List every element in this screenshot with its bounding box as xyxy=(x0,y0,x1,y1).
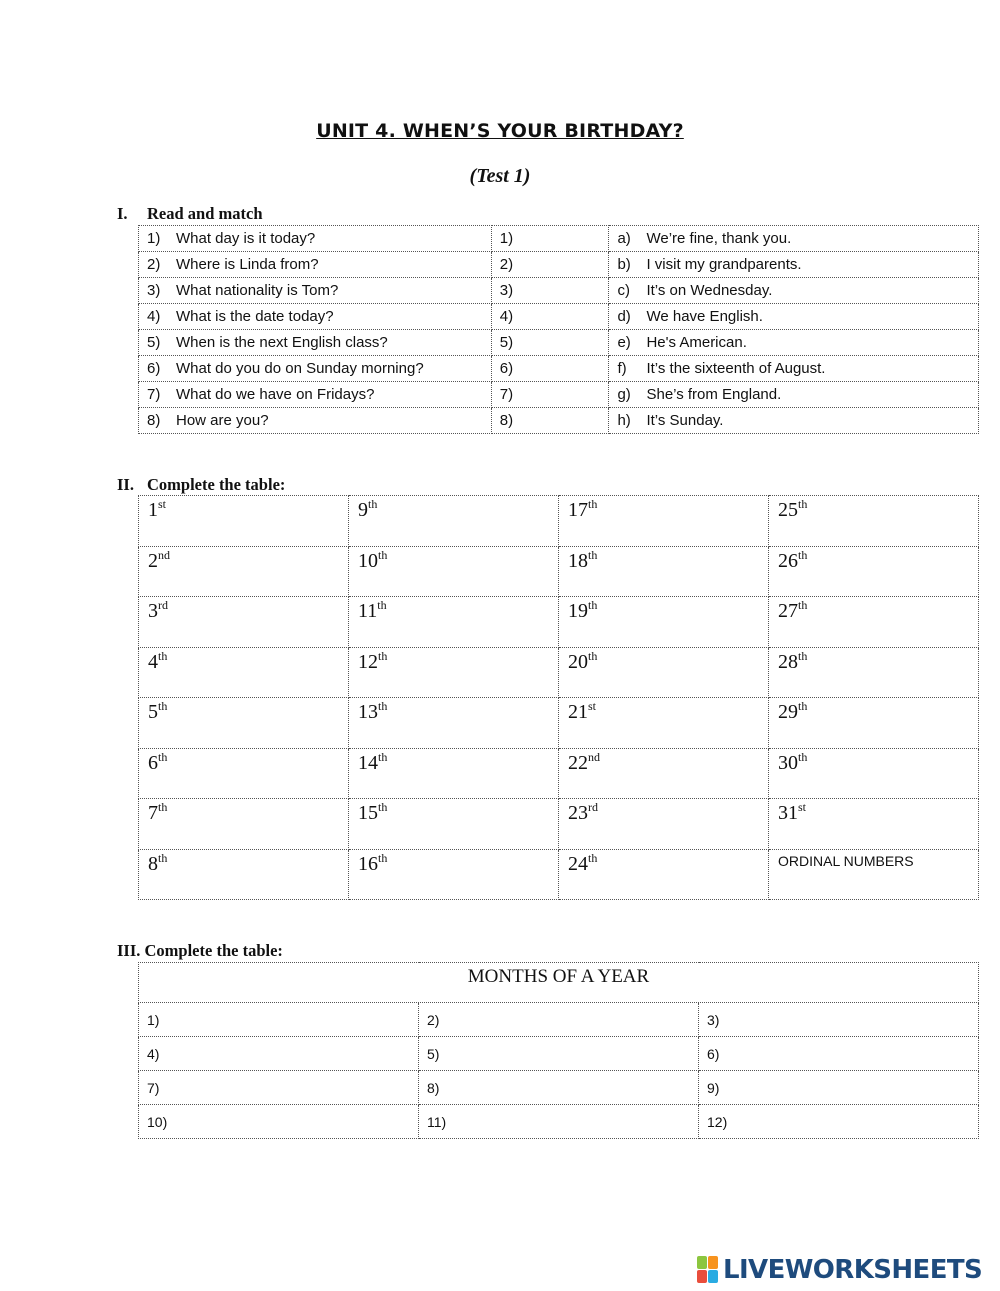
answer-number: 8) xyxy=(499,412,514,429)
ordinal-suffix: st xyxy=(158,497,167,511)
ordinal-cell[interactable] xyxy=(349,748,559,799)
liveworksheets-logo[interactable] xyxy=(697,1255,982,1285)
ordinal-suffix: th xyxy=(798,699,808,713)
ordinal-suffix: th xyxy=(798,749,808,764)
ordinal-number: 12 xyxy=(358,650,378,673)
ordinal-suffix: th xyxy=(378,699,388,713)
ordinal-suffix: th xyxy=(588,850,598,865)
month-number: 10) xyxy=(147,1113,168,1130)
ordinal-number: 27 xyxy=(778,600,798,622)
question-number: 3) xyxy=(147,282,161,299)
ordinal-number: 19 xyxy=(568,600,588,622)
month-cell[interactable] xyxy=(139,1105,419,1139)
ordinal-cell[interactable] xyxy=(139,748,349,799)
ordinal-suffix: th xyxy=(378,850,388,865)
question-cell xyxy=(139,278,492,304)
ordinal-cell[interactable] xyxy=(769,647,979,698)
worksheet-title: UNIT 4. WHEN’S YOUR BIRTHDAY? xyxy=(316,120,684,142)
match-row xyxy=(139,356,979,382)
ordinal-number: 15 xyxy=(358,802,378,824)
ordinal-row xyxy=(139,597,979,648)
answer-number: 3) xyxy=(499,282,514,299)
ordinal-number: 10 xyxy=(358,549,378,572)
match-row xyxy=(139,278,979,304)
ordinal-number: 25 xyxy=(778,499,798,521)
option-text: I visit my grandparents. xyxy=(646,256,802,273)
ordinal-cell[interactable] xyxy=(349,496,559,547)
match-row xyxy=(139,252,979,278)
option-text: We have English. xyxy=(646,308,763,325)
ordinal-number: 14 xyxy=(358,751,378,774)
month-cell[interactable] xyxy=(699,1071,979,1105)
months-table-title: MONTHS OF A YEAR xyxy=(139,963,979,1003)
ordinal-cell[interactable] xyxy=(559,849,769,900)
ordinal-number: 6 xyxy=(148,751,158,774)
ordinal-number: 24 xyxy=(568,852,588,875)
ordinal-cell[interactable] xyxy=(559,546,769,597)
ordinal-cell[interactable] xyxy=(769,799,979,850)
month-number: 12) xyxy=(707,1113,728,1130)
answer-cell[interactable] xyxy=(491,356,609,382)
ordinal-number: 11 xyxy=(358,600,378,622)
match-table xyxy=(138,225,979,434)
option-cell xyxy=(609,330,979,356)
question-cell xyxy=(139,226,492,252)
ordinal-number: 8 xyxy=(148,852,158,875)
ordinal-number: 4 xyxy=(148,650,158,673)
logo-text: LIVEWORKSHEETS xyxy=(723,1255,983,1285)
month-cell[interactable] xyxy=(139,1003,419,1037)
section-1-title: Read and match xyxy=(147,204,263,223)
ordinal-suffix: th xyxy=(158,800,168,814)
ordinal-cell[interactable] xyxy=(349,799,559,850)
ordinal-cell[interactable] xyxy=(559,698,769,749)
match-row xyxy=(139,330,979,356)
option-text: It’s Sunday. xyxy=(646,412,724,429)
month-row xyxy=(139,1105,979,1139)
section-3-heading xyxy=(117,941,283,961)
question-number: 6) xyxy=(147,360,161,377)
ordinal-cell[interactable] xyxy=(139,647,349,698)
months-table xyxy=(138,962,979,1139)
ordinal-cell[interactable] xyxy=(769,496,979,547)
question-cell xyxy=(139,330,492,356)
ordinal-numbers-table xyxy=(138,495,979,900)
answer-cell[interactable] xyxy=(491,304,609,330)
ordinal-number: 16 xyxy=(358,852,378,875)
ordinal-suffix: th xyxy=(378,749,388,764)
section-3-number: III. xyxy=(117,941,141,960)
answer-cell[interactable] xyxy=(491,278,609,304)
month-row xyxy=(139,1003,979,1037)
month-number: 8) xyxy=(427,1079,440,1096)
ordinal-cell[interactable] xyxy=(139,597,349,648)
option-letter: d) xyxy=(617,308,631,325)
option-letter: a) xyxy=(617,230,631,247)
option-cell xyxy=(609,252,979,278)
section-1-number: I. xyxy=(117,204,128,223)
ordinal-number: 13 xyxy=(358,701,378,723)
ordinal-number: 21 xyxy=(568,701,588,723)
question-text: What day is it today? xyxy=(176,230,316,247)
match-row xyxy=(139,382,979,408)
option-cell xyxy=(609,382,979,408)
ordinal-number: 7 xyxy=(148,802,158,824)
ordinal-suffix: rd xyxy=(588,800,598,814)
month-number: 4) xyxy=(147,1045,160,1062)
ordinal-suffix: th xyxy=(368,497,378,511)
question-number: 8) xyxy=(147,412,161,429)
question-text: How are you? xyxy=(176,412,269,429)
question-text: What do we have on Fridays? xyxy=(176,386,375,403)
ordinal-suffix: th xyxy=(588,598,598,612)
month-cell[interactable] xyxy=(419,1105,699,1139)
month-row xyxy=(139,1037,979,1071)
ordinal-cell[interactable] xyxy=(769,597,979,648)
ordinal-suffix: th xyxy=(378,648,388,663)
month-row xyxy=(139,1071,979,1105)
question-cell xyxy=(139,252,492,278)
option-text: It’s on Wednesday. xyxy=(646,282,773,299)
question-number: 4) xyxy=(147,308,161,325)
section-2-title: Complete the table: xyxy=(147,475,286,494)
ordinal-cell[interactable] xyxy=(559,748,769,799)
ordinal-suffix: th xyxy=(158,749,168,764)
answer-number: 5) xyxy=(499,334,514,351)
ordinal-suffix: st xyxy=(588,699,597,713)
ordinal-number: 9 xyxy=(358,499,368,521)
month-number: 3) xyxy=(707,1011,720,1028)
answer-number: 1) xyxy=(499,230,514,247)
ordinal-cell[interactable] xyxy=(769,698,979,749)
worksheet-subtitle: (Test 1) xyxy=(469,165,531,187)
ordinal-number: 22 xyxy=(568,751,588,774)
answer-cell[interactable] xyxy=(491,252,609,278)
option-letter: b) xyxy=(617,256,631,273)
ordinal-number: 23 xyxy=(568,802,588,824)
question-text: What is the date today? xyxy=(176,308,334,325)
answer-number: 2) xyxy=(499,256,514,273)
ordinal-number: 28 xyxy=(778,650,798,673)
ordinal-cell[interactable] xyxy=(349,597,559,648)
ordinal-suffix: th xyxy=(378,800,388,814)
question-number: 2) xyxy=(147,256,161,273)
match-row xyxy=(139,304,979,330)
option-letter: h) xyxy=(617,412,631,429)
ordinal-number: 5 xyxy=(148,701,158,723)
option-cell xyxy=(609,408,979,434)
ordinal-number: 2 xyxy=(148,549,158,572)
ordinal-suffix: th xyxy=(798,547,808,562)
ordinal-number: 3 xyxy=(148,600,158,622)
ordinal-number: 30 xyxy=(778,751,798,774)
ordinal-cell[interactable] xyxy=(139,849,349,900)
ordinal-suffix: th xyxy=(158,648,168,663)
ordinal-cell[interactable] xyxy=(769,546,979,597)
ordinal-cell[interactable] xyxy=(769,748,979,799)
ordinal-row xyxy=(139,546,979,597)
ordinal-suffix: th xyxy=(377,598,387,612)
section-2-heading xyxy=(117,475,285,495)
option-letter: f) xyxy=(617,360,627,377)
option-letter: c) xyxy=(617,282,630,299)
question-number: 7) xyxy=(147,386,161,403)
month-cell[interactable] xyxy=(139,1071,419,1105)
answer-cell[interactable] xyxy=(491,382,609,408)
question-number: 1) xyxy=(147,230,161,247)
ordinal-suffix: st xyxy=(798,800,807,814)
ordinal-cell[interactable] xyxy=(349,546,559,597)
ordinal-cell[interactable] xyxy=(139,799,349,850)
option-text: We’re fine, thank you. xyxy=(646,230,792,247)
match-row xyxy=(139,408,979,434)
option-text: She’s from England. xyxy=(646,386,782,403)
ordinal-suffix: th xyxy=(588,648,598,663)
month-cell[interactable] xyxy=(139,1037,419,1071)
question-text: What do you do on Sunday morning? xyxy=(176,360,424,377)
month-cell[interactable] xyxy=(419,1071,699,1105)
ordinal-cell[interactable] xyxy=(139,496,349,547)
ordinal-cell[interactable] xyxy=(139,698,349,749)
ordinal-row xyxy=(139,748,979,799)
month-number: 1) xyxy=(147,1011,160,1028)
question-cell xyxy=(139,408,492,434)
option-cell xyxy=(609,278,979,304)
option-text: He's American. xyxy=(646,334,747,351)
month-number: 7) xyxy=(147,1079,160,1096)
option-letter: g) xyxy=(617,386,631,403)
month-number: 5) xyxy=(427,1045,440,1062)
answer-number: 4) xyxy=(499,308,514,325)
month-number: 11) xyxy=(427,1113,447,1130)
ordinal-suffix: th xyxy=(798,497,808,511)
ordinal-cell[interactable] xyxy=(559,799,769,850)
ordinal-row xyxy=(139,647,979,698)
question-text: What nationality is Tom? xyxy=(176,282,339,299)
question-number: 5) xyxy=(147,334,161,351)
ordinal-number: 26 xyxy=(778,549,798,572)
ordinal-cell[interactable] xyxy=(559,597,769,648)
ordinal-cell[interactable] xyxy=(139,546,349,597)
ordinal-row xyxy=(139,496,979,547)
answer-cell[interactable] xyxy=(491,408,609,434)
section-3-title: Complete the table: xyxy=(144,941,283,960)
answer-number: 6) xyxy=(499,360,514,377)
answer-number: 7) xyxy=(499,386,514,403)
ordinal-numbers-label: ORDINAL NUMBERS xyxy=(769,849,979,900)
question-cell xyxy=(139,382,492,408)
ordinal-row xyxy=(139,849,979,900)
ordinal-number: 1 xyxy=(148,499,158,521)
option-letter: e) xyxy=(617,334,631,351)
option-text: It’s the sixteenth of August. xyxy=(646,360,826,377)
month-cell[interactable] xyxy=(699,1037,979,1071)
ordinal-row xyxy=(139,799,979,850)
ordinal-cell[interactable] xyxy=(349,849,559,900)
ordinal-cell[interactable] xyxy=(349,647,559,698)
ordinal-suffix: rd xyxy=(158,598,168,612)
question-cell xyxy=(139,356,492,382)
ordinal-suffix: th xyxy=(588,497,598,511)
month-cell[interactable] xyxy=(699,1105,979,1139)
option-cell xyxy=(609,226,979,252)
ordinal-suffix: th xyxy=(378,547,388,562)
month-cell[interactable] xyxy=(699,1003,979,1037)
month-number: 2) xyxy=(427,1011,440,1028)
ordinal-cell[interactable] xyxy=(559,647,769,698)
ordinal-number: 20 xyxy=(568,650,588,673)
ordinal-suffix: nd xyxy=(588,749,600,764)
section-2-number: II. xyxy=(117,475,134,494)
ordinal-cell[interactable] xyxy=(559,496,769,547)
ordinal-suffix: th xyxy=(158,699,168,713)
month-number: 9) xyxy=(707,1079,720,1096)
answer-cell[interactable] xyxy=(491,330,609,356)
ordinal-suffix: th xyxy=(588,547,598,562)
answer-cell[interactable] xyxy=(491,226,609,252)
ordinal-suffix: nd xyxy=(158,547,170,562)
month-number: 6) xyxy=(707,1045,720,1062)
ordinal-number: 29 xyxy=(778,701,798,723)
ordinal-suffix: th xyxy=(158,850,168,865)
option-cell xyxy=(609,356,979,382)
ordinal-number: 18 xyxy=(568,549,588,572)
ordinal-row xyxy=(139,698,979,749)
match-row xyxy=(139,226,979,252)
ordinal-suffix: th xyxy=(798,648,808,663)
option-cell xyxy=(609,304,979,330)
ordinal-suffix: th xyxy=(798,598,808,612)
month-cell[interactable] xyxy=(419,1003,699,1037)
ordinal-number: 17 xyxy=(568,499,588,521)
question-text: Where is Linda from? xyxy=(176,256,319,273)
question-cell xyxy=(139,304,492,330)
ordinal-number: 31 xyxy=(778,802,798,824)
section-1-heading xyxy=(117,204,263,224)
ordinal-cell[interactable] xyxy=(349,698,559,749)
logo-blocks-icon xyxy=(697,1256,719,1284)
month-cell[interactable] xyxy=(419,1037,699,1071)
question-text: When is the next English class? xyxy=(176,334,388,351)
